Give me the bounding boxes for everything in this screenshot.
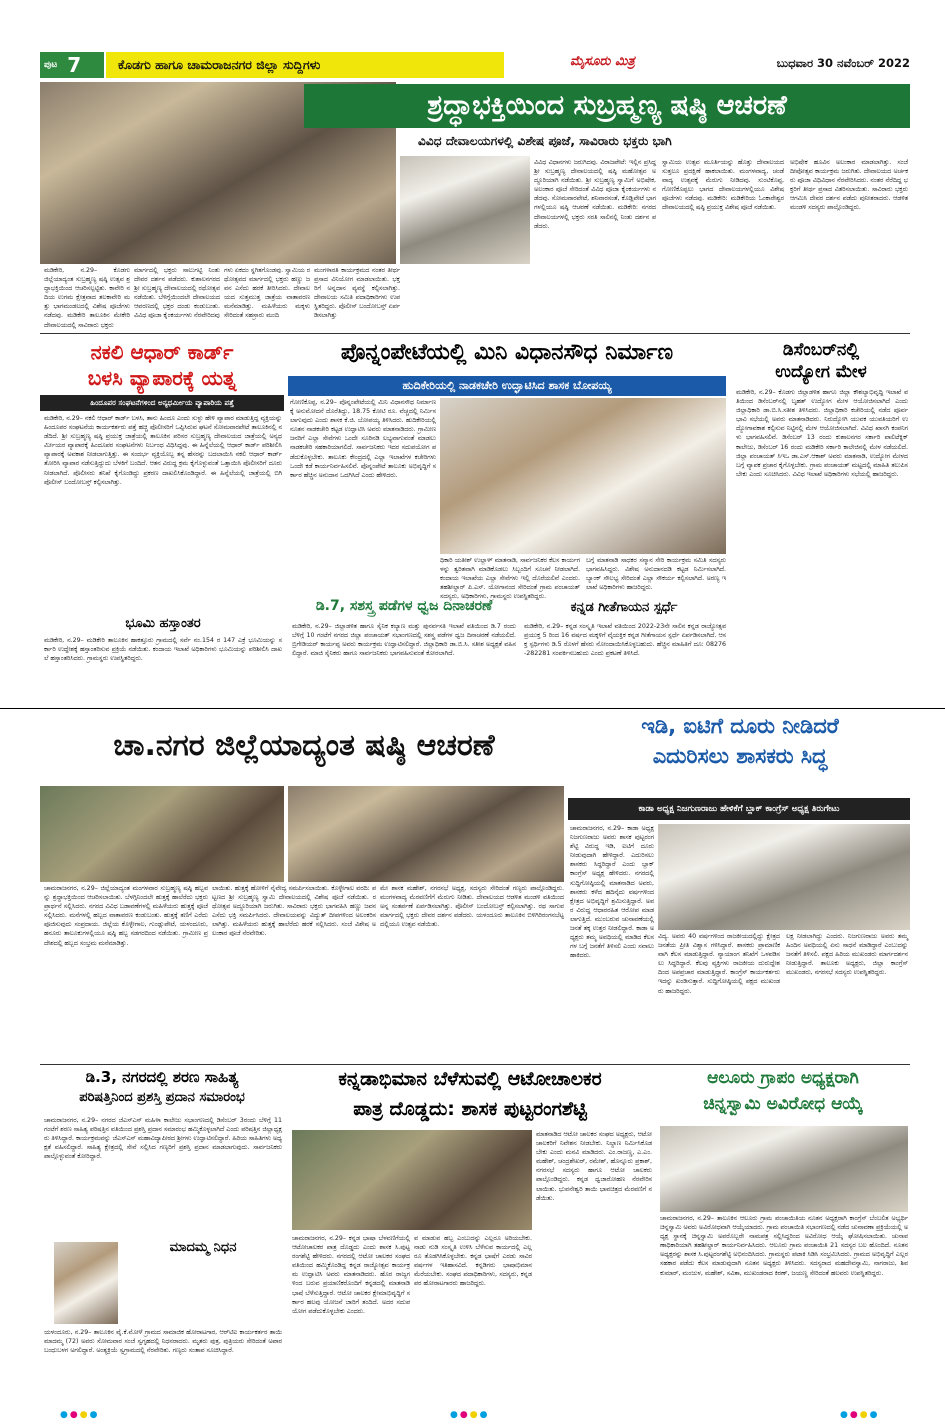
story4-text-c: ಬಗ್ಗೆ ಮಾತನಾಡಿ ಸಾಧಕರ ಸನ್ಮಾನ ಸೇರಿ ಕಾರ್ಯಕ್ರಮ ಸಮಿತಿ ಸದಸ್ಯರು ಭಾಗವಹಿಸಿದ್ದರು. ವಿಶೇಷ ಅನುದಾನದಡಿ ಕಟ್ಟಡ ನಿರ್ಮಿಸಲಾಗಿದೆ. ಬ್ಯಾಂಕ್ ಸೌಲಭ್ಯ ಸೇರಿದಂತೆ ಎಲ್ಲಾ ಸೌಕರ್ಯ ಕಲ್ಪಿಸಲಾಗಿದೆ. ಅರಣ್ಯ ಇಲಾಖೆ ಅಧಿಕಾರಿಗಳು ಹಾಜರಿದ್ದರು. — [586, 557, 726, 592]
photo-auto-drivers-event — [292, 1130, 532, 1230]
story8-text-b: ಲಾಯಿತು. ಹುತ್ತಕ್ಕೆ ಹೋಳಿಗೆ ನೈವೇದ್ಯ ಸಮರ್ಪಿಸಲಾಯಿತು. ಕೊಳ್ಳೇಗಾಲ ವರದಿ: ಪಟ್ಟಣದ ಶ್ರೀ ಸುಬ್ರಹ್ಮಣ್ಯ ಸ್ವಾಮಿ ದೇವಾಲಯದಲ್ಲಿ ವಿಶೇಷ ಪೂಜೆ ನಡೆಯಿತು. ರಥೋತ್ಸವ ಅದ್ದೂರಿಯಾಗಿ ಜರುಗಿತು. ಸಾವಿರಾರು ಭಕ್ತರು ಭಾಗವಹಿಸಿ ಹಣ್ಣು ಜವನ ಎಸೆದು ಭಕ್ತಿ ಸಮರ್ಪಿಸಿದರು. ದೇವಾಲಯವನ್ನು ವಿದ್ಯುತ್ ದೀಪಗಳಿಂದ ಅಲಂಕರಿಸಲಾಗಿತ್ತು. ಮಹಿಳೆಯರು ಹುತ್ತಕ್ಕೆ ಹಾಲೆರೆದು ಹರಕೆ ಸಲ್ಲಿಸಿದರು. ಸಂಜೆ ವಿಶೇಷ ಅಲಂಕಾರ ಪೂಜೆ ನೆರವೇರಿತು. — [212, 885, 376, 938]
page-label-box — [40, 52, 104, 78]
story11-text-c: ಮಾತನಾಡಿದ ಆಟೋ ಚಾಲಕರ ಸಂಘದ ಅಧ್ಯಕ್ಷರು, ಆಟೋ ಚಾಲಕರಿಗೆ ನಿವೇಶನ ನೀಡಬೇಕು. ನಿಲ್ದಾಣ ನಿರ್ಮಿಸಿಕೊಡಬೇಕು ಎಂದು ಮನವಿ ಮಾಡಿದರು. ಎಂ.ರಾಜಣ್ಣ, ಎ.ಎಂ.ಮಹೇಶ್, ಚಂದ್ರಶೇಖರ್, ರಮೇಶ್, ಹೊನ್ನೂರು ಪ್ರಕಾಶ್, ನಗರಸಭೆ ಸದಸ್ಯರು ಹಾಗೂ ಆಟೋ ಚಾಲಕರು ಪಾಲ್ಗೊಂಡಿದ್ದರು. ಕನ್ನಡ ಧ್ವಜಾರೋಹಣ ನೆರವೇರಿಸಲಾಯಿತು. ಭುವನೇಶ್ವರಿ ತಾಯಿ ಭಾವಚಿತ್ರದ ಮೆರವಣಿಗೆ ನಡೆಯಿತು. — [536, 1131, 652, 1202]
story10-headline-1: ಡಿ.3, ನಗರದಲ್ಲಿ ಶರಣ ಸಾಹಿತ್ಯ — [85, 1068, 239, 1086]
story8-text-a: ಚಾಮರಾಜನಗರ, ನ.29– ಜಿಲ್ಲೆಯಾದ್ಯಂತ ಮಂಗಳವಾರ ಸುಬ್ರಹ್ಮಣ್ಯ ಷಷ್ಠಿ ಹಬ್ಬವನ್ನು ಶ್ರದ್ಧಾಭಕ್ತಿಯಿಂದ ಆಚರಿಸಲಾಯಿತು. ಬೆಳಗ್ಗಿನಿಂದಲೇ ಹುತ್ತಕ್ಕೆ ಹಾಲೆರೆದು ಭಕ್ತರು ಪ್ರಾರ್ಥನೆ ಸಲ್ಲಿಸಿದರು. ನಗರದ ವಿವಿಧ ಬಡಾವಣೆಗಳಲ್ಲಿ ಮಹಿಳೆಯರು ಹುತ್ತಕ್ಕೆ ಪೂಜೆ ಸಲ್ಲಿಸಿದರು. ಮನೆಗಳಲ್ಲಿ ಹಬ್ಬದ ವಾತಾವರಣ ಕಂಡುಬಂತು. ಹುತ್ತಕ್ಕೆ ತಣಿಗೆ ಎರೆದು ಪೂಜಿಸುವುದು ಸಂಪ್ರದಾಯ. ಜಿಲ್ಲೆಯ ಕೊಳ್ಳೇಗಾಲ, ಗುಂಡ್ಲುಪೇಟೆ, ಯಳಂದೂರು, ಹನೂರು ತಾಲೂಕುಗಳಲ್ಲಿಯೂ ಷಷ್ಠಿ ಹಬ್ಬ ಸಡಗರದಿಂದ ನಡೆಯಿತು. ಗ್ರಾಮೀಣ ಪ್ರದೇಶದಲ್ಲಿ ಹಬ್ಬದ ಸಂಭ್ರಮ ಮನೆಮಾಡಿತ್ತು. — [44, 885, 208, 947]
story10-headline-2: ಪರಿಷತ್ತಿನಿಂದ ಪ್ರಶಸ್ತಿ ಪ್ರದಾನ ಸಮಾರಂಭ — [79, 1090, 245, 1105]
print-registration-marks: ●●●● — [840, 1410, 880, 1420]
divider — [40, 1064, 910, 1065]
story8-text-c: ಮೇ ಶಾಸಕ ಮಹೇಶ್, ನಗರಸಭೆ ಅಧ್ಯಕ್ಷ, ಸದಸ್ಯರು ಸೇರಿದಂತೆ ಗಣ್ಯರು ಪಾಲ್ಗೊಂಡಿದ್ದರು. ಮಂಗಳವಾದ್ಯ ಮೆರವಣಿಗೆಗೆ ಮೆರುಗು ನೀಡಿತು. ದೇವಾಲಯದ ಆಡಳಿತ ಮಂಡಳಿ ವತಿಯಿಂದ ಅನ್ನ ಸಂತರ್ಪಣೆ ಏರ್ಪಡಿಸಲಾಗಿತ್ತು. ಪೊಲೀಸ್ ಬಂದೋಬಸ್ತ್ ಕಲ್ಪಿಸಲಾಗಿತ್ತು. ರಥ ಸಾಗುವ ಮಾರ್ಗದಲ್ಲಿ ಭಕ್ತರು ದೇವರ ದರ್ಶನ ಪಡೆದರು. ಯಳಂದೂರು ತಾಲೂಕಿನ ಬಿಳಿಗಿರಿರಂಗನಬೆಟ್ಟದಲ್ಲಿಯೂ ಉತ್ಸವ ನಡೆಯಿತು. — [380, 885, 564, 929]
story2-headline-2: ಬಳಸಿ ವ್ಯಾಪಾರಕ್ಕೆ ಯತ್ನ — [87, 366, 237, 390]
divider — [0, 708, 945, 709]
photo-panchayat-president — [660, 1126, 908, 1212]
story1-subhead-box — [400, 128, 910, 154]
story1-text-b: ಮಾರ್ಗದಲ್ಲಿ ಭಕ್ತರು ಸಾಲುಗಟ್ಟಿ ನಿಂತು ದೇವರ ದರ್ಶನ ಪಡೆದರು. ಕುಶಾಲನಗರದ ಶ್ರೀ ಸುಬ್ರಹ್ಮಣ್ಯ ದೇವಾಲಯದಲ್ಲಿ ರಥೋತ್ಸವ ನಡೆಯಿತು. ಬೆಳಿಗ್ಗೆಯಿಂದಲೇ ದೇವಾಲಯದ ಆವರಣದಲ್ಲಿ ಭಕ್ತರ ದಂಡು ಕಂಡುಬಂತು. ವಿವಿಧ ಪೂಜಾ ಕೈಂಕರ್ಯಗಳು ನೆರವೇರಿದವು — [134, 267, 220, 320]
story9-text-a: ಚಾಮರಾಜನಗರ, ನ.29– ಕಾಡಾ ಅಧ್ಯಕ್ಷ ನಿಜಗುಣರಾಜು ಅವರು ಶಾಸಕ ಪುಟ್ಟರಂಗಶೆಟ್ಟಿ ವಿರುದ್ಧ ಇಡಿ, ಐಟಿಗೆ ದೂರು ನೀಡುವುದಾಗಿ ಹೇಳಿದ್ದಾರೆ. ಎದುರಿಸಲು ಶಾಸಕರು ಸಿದ್ಧರಿದ್ದಾರೆ ಎಂದು ಬ್ಲಾಕ್ ಕಾಂಗ್ರೆಸ್ ಅಧ್ಯಕ್ಷ ಹೇಳಿದರು. ನಗರದಲ್ಲಿ ಸುದ್ದಿಗೋಷ್ಠಿಯಲ್ಲಿ ಮಾತನಾಡಿದ ಅವರು, ಶಾಸಕರು ಕಳೆದ ಹದಿನೈದು ವರ್ಷಗಳಿಂದ ಕ್ಷೇತ್ರದ ಅಭಿವೃದ್ಧಿಗೆ ಶ್ರಮಿಸುತ್ತಿದ್ದಾರೆ. ಅವರ ವಿರುದ್ಧ ಆಧಾರರಹಿತ ಆರೋಪ ಮಾಡಲಾಗುತ್ತಿದೆ. ಮುಂಬರುವ ಚುನಾವಣೆಯಲ್ಲಿ ಜನತೆ ತಕ್ಕ ಉತ್ತರ ನೀಡಲಿದ್ದಾರೆ. ಕಾಡಾ ಅಧ್ಯಕ್ಷರು ತಮ್ಮ ಅವಧಿಯಲ್ಲಿ ಮಾಡಿದ ಕೆಲಸಗಳ ಬಗ್ಗೆ ಜನತೆಗೆ ತಿಳಿಸಲಿ ಎಂದು ಸವಾಲು ಹಾಕಿದರು. — [570, 825, 654, 960]
story1-headline: ಶ್ರದ್ಧಾಭಕ್ತಿಯಿಂದ ಸುಬ್ರಹ್ಮಣ್ಯ ಷಷ್ಠಿ ಆಚರಣೆ — [427, 90, 787, 121]
story4-text-a: ಗೋಣಿಕೊಪ್ಪ, ನ.29– ಪೊನ್ನಂಪೇಟೆಯಲ್ಲಿ ಮಿನಿ ವಿಧಾನಸೌಧ ನಿರ್ಮಾಣಕ್ಕೆ ಅನುಮೋದನೆ ದೊರೆತಿದ್ದು, 18.75 ಕೋಟಿ ರೂ. ವೆಚ್ಚದಲ್ಲಿ ನಿರ್ಮಿಸಲಾಗುವುದು ಎಂದು ಶಾಸಕ ಕೆ.ಜಿ. ಬೋಪಯ್ಯ ತಿಳಿಸಿದರು. ಹುದಿಕೇರಿಯಲ್ಲಿ ನೂತನ ನಾಡಕಚೇರಿ ಕಟ್ಟಡ ಉದ್ಘಾಟಿಸಿ ಅವರು ಮಾತನಾಡಿದರು. ಗ್ರಾಮೀಣ ಜನರಿಗೆ ಎಲ್ಲಾ ಸೇವೆಗಳು ಒಂದೇ ಸೂರಿನಡಿ ಲಭ್ಯವಾಗುವಂತೆ ಮಾಡಲು ನಾಡಕಚೇರಿ ಸಹಕಾರಿಯಾಗಲಿದೆ. ಸಾರ್ವಜನಿಕರು ಇದರ ಸದುಪಯೋಗ ಪಡೆದುಕೊಳ್ಳಬೇಕು. ತಾಲೂಕು ಕೇಂದ್ರದಲ್ಲಿ ಎಲ್ಲಾ ಇಲಾಖೆಗಳ ಕಚೇರಿಗಳು ಒಂದೇ ಕಡೆ ಕಾರ್ಯನಿರ್ವಹಿಸಲಿವೆ. ಪೊನ್ನಂಪೇಟೆ ತಾಲೂಕು ಅಭಿವೃದ್ಧಿಗೆ ಸರ್ಕಾರ ಹೆಚ್ಚಿನ ಅನುದಾನ ಒದಗಿಸಿದೆ ಎಂದು ಹೇಳಿದರು. — [290, 399, 436, 479]
story5-text: ಮಡಿಕೇರಿ, ನ.29– ಜಿಲ್ಲಾಡಳಿತ ಹಾಗೂ ಸೈನಿಕ ಕಲ್ಯಾಣ ಮತ್ತು ಪುನರ್ವಸತಿ ಇಲಾಖೆ ವತಿಯಿಂದ ಡಿ.7 ರಂದು ಬೆಳಿಗ್ಗೆ 10 ಗಂಟೆಗೆ ನಗರದ ಜಿಲ್ಲಾ ಪಂಚಾಯತ್ ಸಭಾಂಗಣದಲ್ಲಿ ಸಶಸ್ತ್ರ ಪಡೆಗಳ ಧ್ವಜ ದಿನಾಚರಣೆ ನಡೆಯಲಿದೆ. ಬ್ರಿಗೇಡಿಯರ್ ಕಾರ್ಯಪ್ಪ ಅವರು ಕಾರ್ಯಕ್ರಮ ಉದ್ಘಾಟಿಸಲಿದ್ದಾರೆ. ಜಿಲ್ಲಾಧಿಕಾರಿ ಡಾ.ಬಿ.ಸಿ. ಸತೀಶ ಅಧ್ಯಕ್ಷತೆ ವಹಿಸಲಿದ್ದಾರೆ. ಮಾಜಿ ಸೈನಿಕರು ಹಾಗೂ ಸಾರ್ವಜನಿಕರು ಭಾಗವಹಿಸುವಂತೆ ಕೋರಲಾಗಿದೆ. — [292, 623, 516, 658]
print-registration-marks: ●●●● — [450, 1410, 490, 1420]
issue-date: ಬುಧವಾರ 30 ನವೆಂಬರ್ 2022 — [776, 56, 910, 70]
story8-headline: ಚಾ.ನಗರ ಜಿಲ್ಲೆಯಾದ್ಯಂತ ಷಷ್ಠಿ ಆಚರಣೆ — [113, 727, 495, 763]
photo-obituary-portrait — [54, 1242, 118, 1324]
photo-inauguration-lamp — [440, 398, 726, 554]
story11-text-b: ವ ಮಾಡುವ ಹಬ್ಬ ಎಂಬುದನ್ನು ಎಲ್ಲರೂ ಅರಿಯಬೇಕು. ನಾಡು ನುಡಿ ಸಂಸ್ಕೃತಿ ಉಳಿಸಿ ಬೆಳೆಸುವ ಕಾರ್ಯದಲ್ಲಿ ಎಲ್ಲರೂ ತೊಡಗಿಸಿಕೊಳ್ಳಬೇಕು. ಕನ್ನಡ ಭಾಷೆಗೆ ಎರಡು ಸಾವಿರ ವರ್ಷಗಳ ಇತಿಹಾಸವಿದೆ. ಕನ್ನಡಿಗರು ಭಾಷಾಭಿಮಾನ ಮೆರೆಯಬೇಕು. ಸಂಘದ ಪದಾಧಿಕಾರಿಗಳು, ಸದಸ್ಯರು, ಕನ್ನಡಪರ ಹೋರಾಟಗಾರರು ಹಾಜರಿದ್ದರು. — [414, 1235, 532, 1288]
story6-text: ಮಡಿಕೇರಿ, ನ.29– ಕನ್ನಡ ಸಂಸ್ಕೃತಿ ಇಲಾಖೆ ವತಿಯಿಂದ 2022-23ನೇ ಸಾಲಿನ ಕನ್ನಡ ರಾಜ್ಯೋತ್ಸವ ಪ್ರಯುಕ್ತ 5 ರಿಂದ 16 ವರ್ಷದ ಮಕ್ಕಳಿಗೆ ವೈಯಕ್ತಿಕ ಕನ್ನಡ ಗೀತೆಗಾಯನ ಸ್ಪರ್ಧೆ ಏರ್ಪಡಿಸಲಾಗಿದೆ. ಆಸಕ್ತ ಸ್ಪರ್ಧಿಗಳು ಡಿ.5 ರೊಳಗೆ ಹೆಸರು ನೋಂದಾಯಿಸಿಕೊಳ್ಳಬಹುದು. ಹೆಚ್ಚಿನ ಮಾಹಿತಿಗೆ ದೂ: 08276-282281 ಸಂಪರ್ಕಿಸಬಹುದು ಎಂದು ಪ್ರಕಟಣೆ ತಿಳಿಸಿದೆ. — [524, 623, 726, 658]
story8-headline-box — [40, 712, 568, 778]
story11-headline-2: ಪಾತ್ರ ದೊಡ್ಡದು: ಶಾಸಕ ಪುಟ್ಟರಂಗಶೆಟ್ಟಿ — [353, 1098, 587, 1120]
photo-deity-puja — [400, 156, 530, 264]
story3-headline: ಭೂಮಿ ಹಸ್ತಾಂತರ — [125, 616, 201, 631]
story4-ribbon: ಹುದಿಕೇರಿಯಲ್ಲಿ ನಾಡಕಚೇರಿ ಉದ್ಘಾಟಿಸಿದ ಶಾಸಕ ಬೋಪಯ್ಯ — [288, 376, 726, 396]
story11-headline-1: ಕನ್ನಡಾಭಿಮಾನ ಬೆಳೆಸುವಲ್ಲಿ ಆಟೋಚಾಲಕರ — [338, 1068, 602, 1090]
story2-text: ಮಡಿಕೇರಿ, ನ.29– ನಕಲಿ ಆಧಾರ್ ಕಾರ್ಡ್ ಬಳಸಿ, ತಾನು ಹಿಂದೂ ಎಂದು ಸುಳ್ಳು ಹೇಳಿ ವ್ಯಾಪಾರ ಮಾಡುತ್ತಿದ್ದ ವ್ಯಕ್ತಿಯನ್ನು ಹಿಂದೂಪರ ಸಂಘಟನೆಯ ಕಾರ್ಯಕರ್ತರು ಪತ್ತೆ ಹಚ್ಚಿ ಪೊಲೀಸರಿಗೆ ಒಪ್ಪಿಸಿರುವ ಘಟನೆ ಸೋಮವಾರಪೇಟೆ ತಾಲೂಕಿನಲ್ಲಿ ನಡೆದಿದೆ. ಶ್ರೀ ಸುಬ್ರಹ್ಮಣ್ಯ ಷಷ್ಠಿ ಪ್ರಯುಕ್ತ ಜಾತ್ರೆಯಲ್ಲಿ ತಾಲೂಕಿನ ಪರಿಸರ ಸುಬ್ರಹ್ಮಣ್ಯ ದೇವಾಲಯದ ಜಾತ್ರೆಯಲ್ಲಿ ಅನ್ಯಧರ್ಮೀಯರ ವ್ಯಾಪಾರಕ್ಕೆ ಹಿಂದೂಪರ ಸಂಘಟನೆಗಳು ನಿರ್ಬಂಧ ವಿಧಿಸಿದ್ದವು. ಈ ಹಿನ್ನೆಲೆಯಲ್ಲಿ ಆಧಾರ್ ಕಾರ್ಡ್ ಪರಿಶೀಲಿಸಿ ವ್ಯಾಪಾರಕ್ಕೆ ಅವಕಾಶ ನೀಡಲಾಗುತ್ತಿತ್ತು. ಈ ಸಂದರ್ಭ ವ್ಯಕ್ತಿಯೊಬ್ಬ ತನ್ನ ಹೆಸರನ್ನು ಬದಲಾಯಿಸಿ ನಕಲಿ ಆಧಾರ್ ಕಾರ್ಡ್ ತೋರಿಸಿ ವ್ಯಾಪಾರ ನಡೆಸುತ್ತಿದ್ದುದು ಬೆಳಕಿಗೆ ಬಂದಿದೆ. ಆತನ ವಿರುದ್ಧ ಕ್ರಮ ಕೈಗೊಳ್ಳುವಂತೆ ಒತ್ತಾಯಿಸಿ ಪೊಲೀಸರಿಗೆ ದೂರು ನೀಡಲಾಗಿದೆ. ಪೊಲೀಸರು ತನಿಖೆ ಕೈಗೊಂಡಿದ್ದು ಪ್ರಕರಣ ದಾಖಲಿಸಿಕೊಂಡಿದ್ದಾರೆ. ಈ ಹಿನ್ನೆಲೆಯಲ್ಲಿ ಜಾತ್ರೆಯಲ್ಲಿ ಬಿಗಿ ಪೊಲೀಸ್ ಬಂದೋಬಸ್ತ್ ಕಲ್ಪಿಸಲಾಗಿತ್ತು. — [44, 415, 282, 486]
page-number: 7 — [67, 53, 82, 77]
divider — [40, 333, 910, 334]
story7-headline-2: ಉದ್ಯೋಗ ಮೇಳ — [775, 362, 867, 382]
story9-headline-2: ಎದುರಿಸಲು ಶಾಸಕರು ಸಿದ್ಧ — [652, 744, 828, 768]
story5-headline: ಡಿ.7, ಸಶಸ್ತ್ರ ಪಡೆಗಳ ಧ್ವಜ ದಿನಾಚರಣೆ — [315, 598, 493, 614]
story1-text-e: ವಿವಿಧ ವಿಧಾನಗಳು ಜರುಗಿದವು. ವಿರಾಜಪೇಟೆ: ಇಲ್ಲಿನ ಪ್ರಸಿದ್ಧ ಶ್ರೀ ಸುಬ್ರಹ್ಮಣ್ಯ ದೇವಾಲಯದಲ್ಲಿ ಷಷ್ಠಿ ಮಹೋತ್ಸವ ಅದ್ದೂರಿಯಾಗಿ ನಡೆಯಿತು. ಶ್ರೀ ಸುಬ್ರಹ್ಮಣ್ಯ ಸ್ವಾಮಿಗೆ ಅಭಿಷೇಕ, ಅಲಂಕಾರ ಪೂಜೆ ಸೇರಿದಂತೆ ವಿವಿಧ ಪೂಜಾ ಕೈಂಕರ್ಯಗಳು ನಡೆದವು. ಸೋಮವಾರಪೇಟೆ, ಶನಿವಾರಸಂತೆ, ಕೊಡ್ಲಿಪೇಟೆ ಭಾಗಗಳಲ್ಲಿಯೂ ಷಷ್ಠಿ ಆಚರಣೆ ನಡೆಯಿತು. ಮಡಿಕೇರಿ: ನಗರದ ದೇವಾಲಯಗಳಲ್ಲಿ ಭಕ್ತರು ಸರತಿ ಸಾಲಿನಲ್ಲಿ ನಿಂತು ದರ್ಶನ ಪಡೆದರು. — [534, 159, 656, 230]
story1-text-a: ಮಡಿಕೇರಿ, ನ.29– ಕೊಡಗು ಜಿಲ್ಲೆಯಾದ್ಯಂತ ಸುಬ್ರಹ್ಮಣ್ಯ ಷಷ್ಠಿ ಉತ್ಸವ ಶ್ರದ್ಧಾಭಕ್ತಿಯಿಂದ ಆಚರಿಸಲ್ಪಟ್ಟಿತು. ಕಾವೇರಿ ನದಿಯ ಉಗಮ ಕ್ಷೇತ್ರವಾದ ತಲಕಾವೇರಿ ಮತ್ತು ಭಾಗಮಂಡಲದಲ್ಲಿ ವಿಶೇಷ ಪೂಜೆಗಳು ನಡೆದವು. ಮಡಿಕೇರಿ ತಾಲೂಕಿನ ಮೇಕೇರಿ ದೇವಾಲಯದಲ್ಲಿ ಸಾವಿರಾರು ಭಕ್ತರು — [44, 267, 130, 329]
obituary-headline: ಮಾದಮ್ಮ ನಿಧನ — [169, 1240, 237, 1255]
print-registration-marks: ●●●● — [60, 1410, 100, 1420]
paper-name: ಮೈಸೂರು ಮಿತ್ರ — [570, 54, 635, 69]
story7-text: ಮಡಿಕೇರಿ, ನ.29– ಕೊಡಗು ಜಿಲ್ಲಾಡಳಿತ ಹಾಗೂ ಜಿಲ್ಲಾ ಕೌಶಲ್ಯಾಭಿವೃದ್ಧಿ ಇಲಾಖೆ ವತಿಯಿಂದ ಡಿಸೆಂಬರ್‌ನಲ್ಲಿ ಬೃಹತ್ ಉದ್ಯೋಗ ಮೇಳ ಆಯೋಜಿಸಲಾಗಿದೆ ಎಂದು ಜಿಲ್ಲಾಧಿಕಾರಿ ಡಾ.ಬಿ.ಸಿ.ಸತೀಶ ತಿಳಿಸಿದರು. ಜಿಲ್ಲಾಧಿಕಾರಿ ಕಚೇರಿಯಲ್ಲಿ ನಡೆದ ಪೂರ್ವಭಾವಿ ಸಭೆಯಲ್ಲಿ ಅವರು ಮಾತನಾಡಿದರು. ನಿರುದ್ಯೋಗಿ ಯುವಕ ಯುವತಿಯರಿಗೆ ಉದ್ಯೋಗಾವಕಾಶ ಕಲ್ಪಿಸುವ ನಿಟ್ಟಿನಲ್ಲಿ ಮೇಳ ಆಯೋಜಿಸಲಾಗಿದೆ. ವಿವಿಧ ಖಾಸಗಿ ಕಂಪನಿಗಳು ಭಾಗವಹಿಸಲಿವೆ. ಡಿಸೆಂಬರ್ 13 ರಂದು ಕುಶಾಲನಗರ ಸರ್ಕಾರಿ ಪಾಲಿಟೆಕ್ನಿಕ್ ಕಾಲೇಜು, ಡಿಸೆಂಬರ್ 16 ರಂದು ಮಡಿಕೇರಿ ಸರ್ಕಾರಿ ಕಾಲೇಜಿನಲ್ಲಿ ಮೇಳ ನಡೆಯಲಿದೆ. ಜಿಲ್ಲಾ ಪಂಚಾಯತ್ ಸಿಇಒ ಡಾ.ಎಸ್.ಆಕಾಶ್ ಅವರು ಮಾತನಾಡಿ, ಉದ್ಯೋಗ ಮೇಳದ ಬಗ್ಗೆ ವ್ಯಾಪಕ ಪ್ರಚಾರ ಕೈಗೊಳ್ಳಬೇಕು. ಗ್ರಾಮ ಪಂಚಾಯತ್ ಮಟ್ಟದಲ್ಲಿ ಮಾಹಿತಿ ತಲುಪಿಸಬೇಕು ಎಂದು ಸೂಚಿಸಿದರು. ವಿವಿಧ ಇಲಾಖೆ ಅಧಿಕಾರಿಗಳು ಸಭೆಯಲ್ಲಿ ಹಾಜರಿದ್ದರು. — [736, 389, 908, 478]
story1-text-c: ಗಳು ಏಕದಂ ಸ್ಥಗಿತಗೊಂಡವು. ಸ್ವಾಮಿಯ ರಥೋತ್ಸವದ ಮಾರ್ಗದಲ್ಲಿ ಭಕ್ತರು ಹಣ್ಣು ಜವನ ಎಸೆದು ಹರಕೆ ತೀರಿಸಿದರು. ದೇವಾಲಯದ ಸುತ್ತಮುತ್ತ ಜಾತ್ರೆಯ ವಾತಾವರಣ ಮನೆಮಾಡಿತ್ತು. ಮಹಿಳೆಯರು ಮಕ್ಕಳು ಸೇರಿದಂತೆ ಸಹಸ್ರಾರು ಮಂದಿ — [224, 267, 310, 320]
story1-subhead: ವಿವಿಧ ದೇವಾಲಯಗಳಲ್ಲಿ ವಿಶೇಷ ಪೂಜೆ, ಸಾವಿರಾರು ಭಕ್ತರು ಭಾಗಿ — [418, 133, 672, 148]
photo-anthill-puja — [40, 786, 284, 882]
story9-text-b: ವಿದ್ಯ. ಅವರು 40 ವರ್ಷಗಳಿಂದ ರಾಜಕೀಯದಲ್ಲಿದ್ದು ಕ್ಷೇತ್ರದ ಜನತೆಯ ಪ್ರೀತಿ ವಿಶ್ವಾಸ ಗಳಿಸಿದ್ದಾರೆ. ಶಾಸಕರು ಪ್ರಾಮಾಣಿಕವಾಗಿ ಕೆಲಸ ಮಾಡುತ್ತಿದ್ದಾರೆ. ನ್ಯಾಯಾಂಗ ತನಿಖೆಗೆ ಒಳಪಡಿಸಲು ಸಿದ್ಧರಿದ್ದಾರೆ. ಕೆಲವು ವ್ಯಕ್ತಿಗಳು ರಾಜಕೀಯ ದುರುದ್ದೇಶದಿಂದ ಅಪಪ್ರಚಾರ ಮಾಡುತ್ತಿದ್ದಾರೆ. ಕಾಂಗ್ರೆಸ್ ಕಾರ್ಯಕರ್ತರು ಇದನ್ನು ಖಂಡಿಸುತ್ತಾರೆ. ಸುದ್ದಿಗೋಷ್ಠಿಯಲ್ಲಿ ಪಕ್ಷದ ಮುಖಂಡರು ಹಾಜರಿದ್ದರು. — [658, 933, 780, 995]
story1-text-f: ಸ್ವಾಮಿಯ ಉತ್ಸವ ಮೂರ್ತಿಯನ್ನು ಹೊತ್ತು ದೇವಾಲಯದ ಸುತ್ತಲೂ ಪ್ರದಕ್ಷಿಣೆ ಹಾಕಲಾಯಿತು. ಮಂಗಳವಾದ್ಯ, ಚಂಡೆ ವಾದ್ಯ ಉತ್ಸವಕ್ಕೆ ಮೆರುಗು ನೀಡಿದವು. ಸುಂಟಿಕೊಪ್ಪ, ಗೋಣಿಕೊಪ್ಪಲು ಭಾಗದ ದೇವಾಲಯಗಳಲ್ಲಿಯೂ ವಿಶೇಷ ಪೂಜೆಗಳು ನಡೆದವು. ಮಡಿಕೇರಿ: ಮಡಿಕೇರಿಯ ಓಂಕಾರೇಶ್ವರ ದೇವಾಲಯದಲ್ಲಿ ಷಷ್ಠಿ ಪ್ರಯುಕ್ತ ವಿಶೇಷ ಪೂಜೆ ನಡೆಯಿತು. — [662, 159, 784, 212]
story1-text-g: ಅಭಿಷೇಕ ಹೂವಿನ ಅಲಂಕಾರ ಮಾಡಲಾಗಿತ್ತು. ಸಂಜೆ ದೀಪೋತ್ಸವ ಕಾರ್ಯಕ್ರಮ ಜರುಗಿತು. ದೇವಾಲಯದ ಅರ್ಚಕರು ಪೂಜಾ ವಿಧಿವಿಧಾನ ನೆರವೇರಿಸಿದರು. ನಂತರ ನೆರೆದಿದ್ದ ಭಕ್ತರಿಗೆ ತೀರ್ಥ ಪ್ರಸಾದ ವಿತರಿಸಲಾಯಿತು. ಸಾವಿರಾರು ಭಕ್ತರು ಆಗಮಿಸಿ ದೇವರ ದರ್ಶನ ಪಡೆದು ಪುನೀತರಾದರು. ಆಡಳಿತ ಮಂಡಳಿ ಸದಸ್ಯರು ಪಾಲ್ಗೊಂಡಿದ್ದರು. — [790, 159, 908, 212]
story12-text: ಚಾಮರಾಜನಗರ, ನ.29– ತಾಲೂಕಿನ ಆಲೂರು ಗ್ರಾಮ ಪಂಚಾಯಿತಿಯ ನೂತನ ಅಧ್ಯಕ್ಷರಾಗಿ ಕಾಂಗ್ರೆಸ್ ಬೆಂಬಲಿತ ಅಭ್ಯರ್ಥಿ ಚಿನ್ನಸ್ವಾಮಿ ಅವರು ಅವಿರೋಧವಾಗಿ ಆಯ್ಕೆಯಾದರು. ಗ್ರಾಮ ಪಂಚಾಯಿತಿ ಸಭಾಂಗಣದಲ್ಲಿ ನಡೆದ ಚುನಾವಣಾ ಪ್ರಕ್ರಿಯೆಯಲ್ಲಿ ಅಧ್ಯಕ್ಷ ಸ್ಥಾನಕ್ಕೆ ಚಿನ್ನಸ್ವಾಮಿ ಅವರೊಬ್ಬರೇ ನಾಮಪತ್ರ ಸಲ್ಲಿಸಿದ್ದರಿಂದ ಅವಿರೋಧ ಆಯ್ಕೆ ಘೋಷಿಸಲಾಯಿತು. ಚುನಾವಣಾಧಿಕಾರಿಯಾಗಿ ತಹಶೀಲ್ದಾರ್ ಕಾರ್ಯನಿರ್ವಹಿಸಿದರು. ಆಲೂರು ಗ್ರಾಮ ಪಂಚಾಯಿತಿ 21 ಸದಸ್ಯರ ಬಲ ಹೊಂದಿದೆ. ನೂತನ ಅಧ್ಯಕ್ಷರನ್ನು ಶಾಸಕ ಸಿ.ಪುಟ್ಟರಂಗಶೆಟ್ಟಿ ಅಭಿನಂದಿಸಿದರು. ಗ್ರಾಮಸ್ಥರು ಪಟಾಕಿ ಸಿಡಿಸಿ ಸಂಭ್ರಮಿಸಿದರು. ಗ್ರಾಮದ ಅಭಿವೃದ್ಧಿಗೆ ಎಲ್ಲರ ಸಹಕಾರ ಪಡೆದು ಕೆಲಸ ಮಾಡುವುದಾಗಿ ನೂತನ ಅಧ್ಯಕ್ಷರು ತಿಳಿಸಿದರು. ಸದಸ್ಯರಾದ ಮಹದೇವಸ್ವಾಮಿ, ನಾಗರಾಜು, ಶಿವಕುಮಾರ್, ಮಂಜುಳ, ಮಹೇಶ್, ಸವಿತಾ, ಮುಖಂಡರಾದ ಕಿರಣ್, ಜಯಣ್ಣ ಸೇರಿದಂತೆ ಹಲವರು ಉಪಸ್ಥಿತರಿದ್ದರು. — [660, 1215, 908, 1277]
story10-text: ಚಾಮರಾಜನಗರ, ನ.29– ನಗರದ ಜೆಎಸ್ಎಸ್ ಮಹಿಳಾ ಕಾಲೇಜು ಸಭಾಂಗಣದಲ್ಲಿ ಡಿಸೆಂಬರ್ 3ರಂದು ಬೆಳಿಗ್ಗೆ 11 ಗಂಟೆಗೆ ಶರಣ ಸಾಹಿತ್ಯ ಪರಿಷತ್ತಿನ ವತಿಯಿಂದ ಪ್ರಶಸ್ತಿ ಪ್ರದಾನ ಸಮಾರಂಭ ಹಮ್ಮಿಕೊಳ್ಳಲಾಗಿದೆ ಎಂದು ಪರಿಷತ್ತಿನ ಜಿಲ್ಲಾಧ್ಯಕ್ಷರು ತಿಳಿಸಿದ್ದಾರೆ. ಕಾರ್ಯಕ್ರಮವನ್ನು ಜೆಎಸ್ಎಸ್ ಮಹಾವಿದ್ಯಾಪೀಠದ ಶ್ರೀಗಳು ಉದ್ಘಾಟಿಸಲಿದ್ದಾರೆ. ಹಿರಿಯ ಸಾಹಿತಿಗಳು ಅಧ್ಯಕ್ಷತೆ ವಹಿಸಲಿದ್ದಾರೆ. ಸಾಹಿತ್ಯ ಕ್ಷೇತ್ರದಲ್ಲಿ ಸೇವೆ ಸಲ್ಲಿಸಿದ ಗಣ್ಯರಿಗೆ ಪ್ರಶಸ್ತಿ ಪ್ರದಾನ ಮಾಡಲಾಗುವುದು. ಸಾರ್ವಜನಿಕರು ಪಾಲ್ಗೊಳ್ಳುವಂತೆ ಕೋರಿದ್ದಾರೆ. — [44, 1117, 282, 1161]
story12-headline-2: ಚಿನ್ನಸ್ವಾಮಿ ಅವಿರೋಧ ಆಯ್ಕೆ — [703, 1094, 863, 1114]
story2-ribbon: ಹಿಂದೂಪರ ಸಂಘಟನೆಗಳಿಂದ ಅನ್ಯಧರ್ಮೀಯ ವ್ಯಾಪಾರಿಯ ಪತ್ತೆ — [40, 395, 284, 411]
story11-text-a: ಚಾಮರಾಜನಗರ, ನ.29– ಕನ್ನಡ ಭಾಷಾ ಬೆಳವಣಿಗೆಯಲ್ಲಿ ಆಟೋಚಾಲಕರ ಪಾತ್ರ ದೊಡ್ಡದು ಎಂದು ಶಾಸಕ ಸಿ.ಪುಟ್ಟರಂಗಶೆಟ್ಟಿ ಹೇಳಿದರು. ನಗರದಲ್ಲಿ ಆಟೋ ಚಾಲಕರ ಸಂಘದ ವತಿಯಿಂದ ಹಮ್ಮಿಕೊಂಡಿದ್ದ ಕನ್ನಡ ರಾಜ್ಯೋತ್ಸವ ಕಾರ್ಯಕ್ರಮ ಉದ್ಘಾಟಿಸಿ ಅವರು ಮಾತನಾಡಿದರು. ಹೊರ ರಾಜ್ಯಗಳಿಂದ ಬರುವ ಪ್ರಯಾಣಿಕರೊಂದಿಗೆ ಕನ್ನಡದಲ್ಲಿ ಮಾತನಾಡಿ ಭಾಷೆ ಬೆಳೆಸುತ್ತಿದ್ದಾರೆ. ಆಟೋ ಚಾಲಕರ ಕ್ಷೇಮಾಭಿವೃದ್ಧಿಗೆ ಸರ್ಕಾರ ಹಲವು ಯೋಜನೆ ಜಾರಿಗೆ ತಂದಿದೆ. ಅದರ ಸದುಪಯೋಗ ಪಡೆದುಕೊಳ್ಳಬೇಕು ಎಂದರು. — [292, 1235, 410, 1315]
story9-headline-1: ಇಡಿ, ಐಟಿಗೆ ದೂರು ನೀಡಿದರೆ — [641, 714, 839, 738]
photo-press-meet — [658, 824, 910, 930]
story6-headline: ಕನ್ನಡ ಗೀತೆಗಾಯನ ಸ್ಪರ್ಧೆ — [570, 600, 678, 615]
story9-ribbon: ಕಾಡಾ ಅಧ್ಯಕ್ಷ ನಿಜಗುಣರಾಜು ಹೇಳಿಕೆಗೆ ಬ್ಲಾಕ್ ಕಾಂಗ್ರೆಸ್ ಅಧ್ಯಕ್ಷ ತಿರುಗೇಟು — [568, 798, 910, 820]
story1-text-d: ಮಂಗಳಾರತಿ ಕಾರ್ಯಕ್ರಮದ ನಂತರ ತೀರ್ಥ ಪ್ರಸಾದ ವಿನಿಯೋಗ ಮಾಡಲಾಯಿತು. ಭಕ್ತರಿಗೆ ಅನ್ನದಾನ ವ್ಯವಸ್ಥೆ ಕಲ್ಪಿಸಲಾಗಿತ್ತು. ದೇವಾಲಯ ಸಮಿತಿ ಪದಾಧಿಕಾರಿಗಳು ಉಪಸ್ಥಿತರಿದ್ದರು. ಪೊಲೀಸ್ ಬಂದೋಬಸ್ತ್ ಏರ್ಪಡಿಸಲಾಗಿತ್ತು — [314, 267, 400, 320]
story7-headline-1: ಡಿಸೆಂಬರ್‌ನಲ್ಲಿ — [782, 340, 860, 360]
section-title-box — [106, 52, 504, 78]
story4-text-b: ಧಿಕಾರಿ ಯತೀಶ್ ಉಲ್ಲಾಳ್ ಮಾತನಾಡಿ, ಸಾರ್ವಜನಿಕರ ಕೆಲಸ ಕಾರ್ಯಗಳನ್ನು ತ್ವರಿತವಾಗಿ ಮಾಡಿಕೊಡಲು ಸಿಬ್ಬಂದಿಗೆ ಸೂಚನೆ ನೀಡಲಾಗಿದೆ. ಕಂದಾಯ ಇಲಾಖೆಯ ಎಲ್ಲಾ ಸೇವೆಗಳು ಇಲ್ಲಿ ದೊರೆಯಲಿವೆ ಎಂದರು. ತಹಶೀಲ್ದಾರ್ ಪಿ.ಎಸ್. ಯೋಗಾನಂದ ಸೇರಿದಂತೆ ಗ್ರಾಮ ಪಂಚಾಯತ್ ಸದಸ್ಯರು, ಅಧಿಕಾರಿಗಳು, ಗ್ರಾಮಸ್ಥರು ಉಪಸ್ಥಿತರಿದ್ದರು. — [440, 557, 580, 601]
story1-headline-box — [304, 84, 910, 128]
story4-headline: ಪೊನ್ನಂಪೇಟೆಯಲ್ಲಿ ಮಿನಿ ವಿಧಾನಸೌಧ ನಿರ್ಮಾಣ — [340, 340, 674, 365]
masthead — [40, 48, 910, 82]
story12-headline-1: ಆಲೂರು ಗ್ರಾಪಂ ಅಧ್ಯಕ್ಷರಾಗಿ — [707, 1068, 859, 1088]
story2-headline-1: ನಕಲಿ ಆಧಾರ್ ಕಾರ್ಡ್ — [90, 340, 234, 364]
photo-chariot-festival — [288, 786, 564, 882]
obituary-text: ಯಳಂದೂರು, ನ.29– ತಾಲೂಕಿನ ವೈ.ಕೆ.ಮೋಳೆ ಗ್ರಾಮದ ಸಾಮಾಜಿಕ ಹೋರಾಟಗಾರ, ಆರ್‌ಟಿಐ ಕಾರ್ಯಕರ್ತರ ತಾಯಿ ಮಾದಮ್ಮ (72) ಅವರು ಸೋಮವಾರ ಸಂಜೆ ಸ್ವಗೃಹದಲ್ಲಿ ನಿಧನರಾದರು. ಮೃತರು ಪುತ್ರ, ಪುತ್ರಿಯರು ಸೇರಿದಂತೆ ಅಪಾರ ಬಂಧುಬಳಗ ಅಗಲಿದ್ದಾರೆ. ಅಂತ್ಯಕ್ರಿಯೆ ಸ್ವಗ್ರಾಮದಲ್ಲಿ ನೆರವೇರಿತು. ಗಣ್ಯರು ಸಂತಾಪ ಸೂಚಿಸಿದ್ದಾರೆ. — [44, 1329, 282, 1355]
story9-text-c: ಲಕ್ಷ ನೀಡಲಾಗಿದ್ದು ಎಂದರು. ನಿಜಗುಣರಾಜು ಅವರು ತಮ್ಮ ಹಿಂದಿನ ಅವಧಿಯಲ್ಲಿ ಏನು ಸಾಧನೆ ಮಾಡಿದ್ದಾರೆ ಎಂಬುದನ್ನು ಜನತೆಗೆ ತಿಳಿಸಲಿ. ಪಕ್ಷದ ಹಿರಿಯ ಮುಖಂಡರು ಮಾರ್ಗದರ್ಶನ ನೀಡುತ್ತಿದ್ದಾರೆ. ತಾಲೂಕು ಅಧ್ಯಕ್ಷರು, ಜಿಲ್ಲಾ ಕಾಂಗ್ರೆಸ್ ಮುಖಂಡರು, ನಗರಸಭೆ ಸದಸ್ಯರು ಉಪಸ್ಥಿತರಿದ್ದರು. — [786, 933, 908, 977]
page-label: ಪುಟ — [44, 60, 58, 70]
story3-text: ಮಡಿಕೇರಿ, ನ.29– ಮಡಿಕೇರಿ ತಾಲೂಕಿನ ಹಾಕತ್ತೂರು ಗ್ರಾಮದಲ್ಲಿ ಸರ್ವೆ ನಂ.154 ರ 147 ಎಕ್ರೆ ಭೂಮಿಯನ್ನು ಸರ್ಕಾರಿ ಉದ್ದೇಶಕ್ಕೆ ಹಸ್ತಾಂತರಿಸುವ ಪ್ರಕ್ರಿಯೆ ನಡೆಯಿತು. ಕಂದಾಯ ಇಲಾಖೆ ಅಧಿಕಾರಿಗಳು ಭೂಮಿಯನ್ನು ಪರಿಶೀಲಿಸಿ ದಾಖಲೆ ಹಸ್ತಾಂತರಿಸಿದರು. ಗ್ರಾಮಸ್ಥರು ಉಪಸ್ಥಿತರಿದ್ದರು. — [44, 637, 282, 663]
section-title: ಕೊಡಗು ಹಾಗೂ ಚಾಮರಾಜನಗರ ಜಿಲ್ಲಾ ಸುದ್ದಿಗಳು — [118, 57, 321, 72]
